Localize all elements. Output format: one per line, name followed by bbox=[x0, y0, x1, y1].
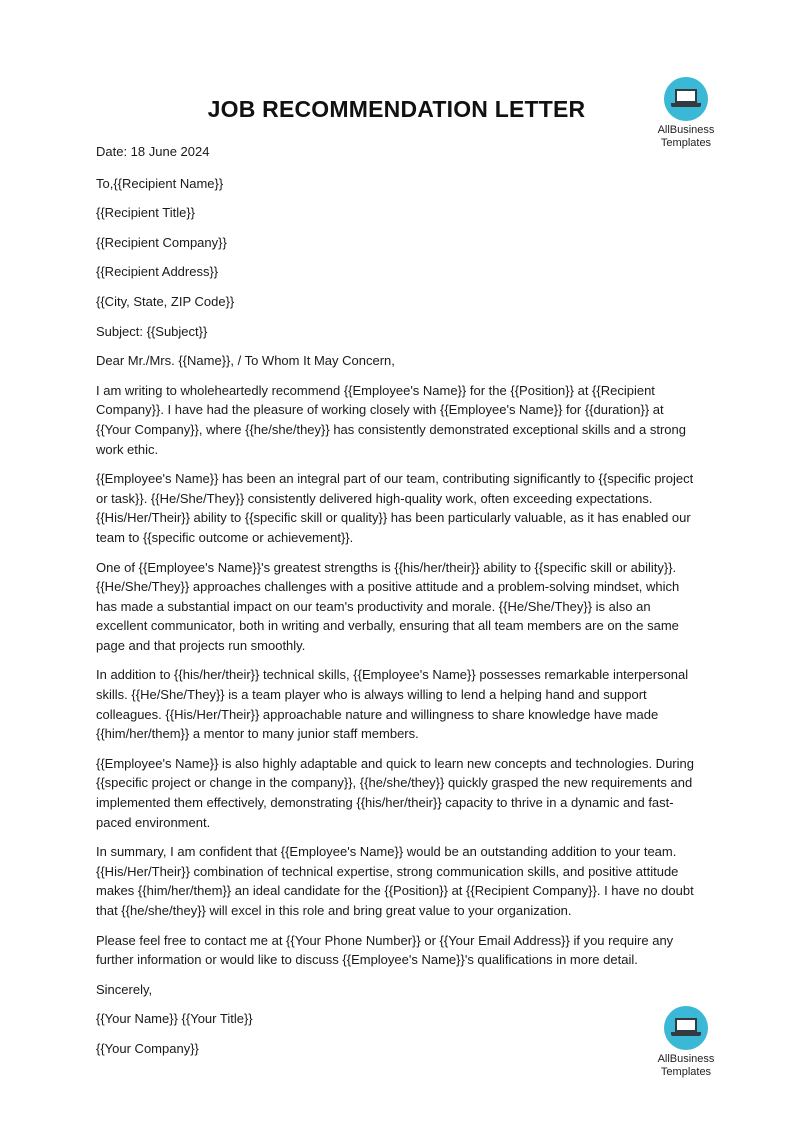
body-paragraph: One of {{Employee's Name}}'s greatest strengths is {{his/her/their}} ability to {{specific skill or ability}}. {{He/She/They}} approaches challenges with a positive attitude and a problem-solving mindset, which has made a substantial impact on our team's productivity and morale. {{He/She/They}} is also an excellent communicator, both in writing and verbally, ensuring that all team members are on the same page and that projects run smoothly. bbox=[96, 559, 680, 653]
logo-text-line2: Templates bbox=[660, 1066, 712, 1078]
logo-text-line1: AllBusiness bbox=[657, 1053, 715, 1065]
address-line: {{Recipient Company}} bbox=[96, 234, 227, 250]
letter-salutation: Dear Mr./Mrs. {{Name}}, / To Whom It May Concern, bbox=[96, 353, 395, 369]
laptop-icon bbox=[664, 77, 708, 121]
address-line: {{Recipient Title}} bbox=[96, 205, 196, 221]
body-paragraph: Please feel free to contact me at {{Your Phone Number}} or {{Your Email Address}} if you require any further information or would like to discuss {{Employee's Name}}'s qualifications in more detail. bbox=[96, 932, 674, 968]
address-line: To,{{Recipient Name}} bbox=[96, 175, 224, 191]
body-paragraph: {{Employee's Name}} has been an integral part of our team, contributing significantly to {{specific project or task}}. {{He/She/They}} consistently delivered high-quality work, often exceeding expectations. {{His/Her/Their}} ability to {{specific skill or quality}} has been particularly valuable, as it has enabled our team to {{specific outcome or achievement}}. bbox=[96, 471, 694, 545]
recipient-address bbox=[96, 174, 700, 312]
signature-name: {{Your Name}} {{Your Title}} bbox=[96, 1011, 253, 1027]
signature-company: {{Your Company}} bbox=[96, 1040, 199, 1056]
letter-subject: Subject: {{Subject}} bbox=[96, 323, 208, 339]
body-paragraph: I am writing to wholeheartedly recommend {{Employee's Name}} for the {{Position}} at {{Recipient Company}}. I have had the pleasure of working closely with {{Employee's Name}} for {{duration}} at {{Your Company}}, where {{he/she/they}} has consistently demonstrated exceptional skills and a strong work ethic. bbox=[96, 382, 686, 457]
laptop-icon bbox=[664, 1006, 708, 1050]
address-line: {{City, State, ZIP Code}} bbox=[96, 293, 235, 309]
letter-closing: Sincerely, bbox=[96, 981, 153, 997]
logo-text bbox=[646, 1053, 726, 1079]
logo-text-line2: Templates bbox=[660, 137, 712, 149]
body-paragraph: {{Employee's Name}} is also highly adaptable and quick to learn new concepts and technologies. During {{specific project or change in the company}}, {{he/she/they}} quickly grasped the new requirements and implemented them effectively, demonstrating {{his/her/their}} capacity to thrive in a dynamic and fast-paced environment. bbox=[96, 755, 694, 830]
body-paragraph: In summary, I am confident that {{Employee's Name}} would be an outstanding addition to your team. {{His/Her/Their}} combination of technical expertise, strong communication skills, and positive attitude makes {{him/her/them}} an ideal candidate for the {{Position}} at {{Recipient Company}}. I have no doubt that {{he/she/they}} will excel in this role and bring great value to your organization. bbox=[96, 844, 694, 918]
allbusiness-logo-bottom bbox=[646, 1006, 726, 1079]
letter-body bbox=[96, 142, 700, 1069]
allbusiness-logo-top bbox=[646, 77, 726, 150]
letter-date: Date: 18 June 2024 bbox=[96, 144, 210, 159]
document-title: JOB RECOMMENDATION LETTER bbox=[207, 96, 586, 122]
address-line: {{Recipient Address}} bbox=[96, 264, 219, 280]
body-paragraph: In addition to {{his/her/their}} technical skills, {{Employee's Name}} possesses remarkable interpersonal skills. {{He/She/They}} is a team player who is always willing to lend a helping hand and support colleagues. {{His/Her/Their}} approachable nature and willingness to share knowledge have made {{him/her/them}} a mentor to many junior staff members. bbox=[96, 667, 689, 742]
logo-text-line1: AllBusiness bbox=[657, 124, 715, 136]
